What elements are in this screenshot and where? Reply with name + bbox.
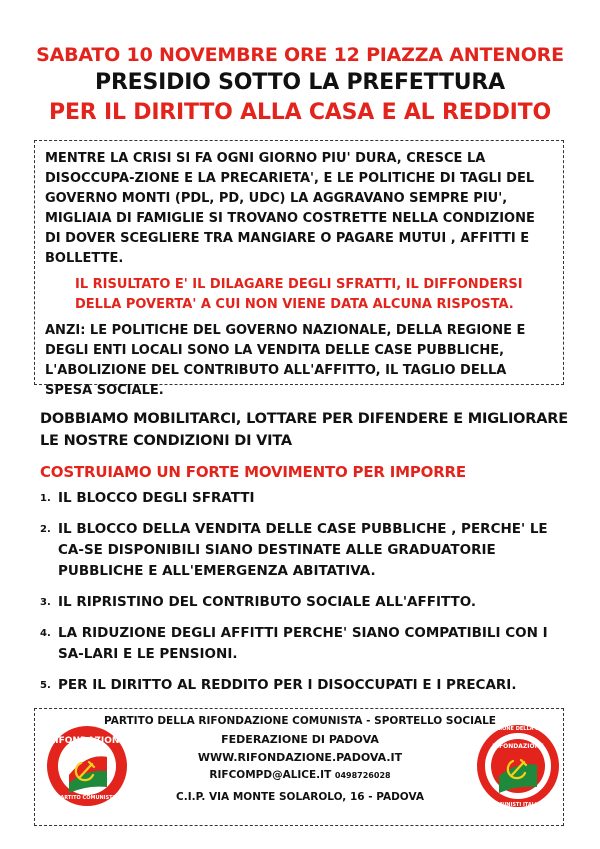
intro-box	[34, 140, 564, 398]
intro-paragraph-crisis: MENTRE LA CRISI SI FA OGNI GIORNO PIU' DURA, CRESCE LA DISOCCUPA-ZIONE E LA PRECARIETA', E LE POLITICHE DI TAGLI DEL GOVERNO MONTI (PDL, PD, UDC) LA AGGRAVANO SEMPRE PIU', MIGLIAIA DI FAMIGLIE SI TROVANO COSTRETTE NELLA CONDIZIONE DI DOVER SCEGLIERE TRA MANGIARE O PAGARE MUTUI , AFFITTI E BOLLETTE.	[45, 151, 535, 266]
contact-box	[34, 708, 564, 826]
website-link[interactable]: WWW.RIFONDAZIONE.PADOVA.IT	[197, 751, 403, 764]
intro-paragraph-result: IL RISULTATO E' IL DILAGARE DEGLI SFRATTI, IL DIFFONDERSI DELLA POVERTA' A CUI NON VIENE DATA ALCUNA RISPOSTA.	[75, 277, 523, 312]
federation-name: FEDERAZIONE DI PADOVA	[221, 733, 379, 746]
logo-bottom-text: PARTITO COMUNISTO	[57, 795, 117, 801]
address: C.I.P. VIA MONTE SOLAROLO, 16 - PADOVA	[176, 791, 424, 803]
logo-bottom-text: COMUNISTI ITALIANI	[489, 802, 547, 808]
list-item: 5. PER IL DIRITTO AL REDDITO PER I DISOCCUPATI E I PRECARI.	[40, 677, 517, 693]
event-subtitle: PER IL DIRITTO ALLA CASA E AL REDDITO	[49, 100, 551, 125]
list-item: 1. IL BLOCCO DEGLI SFRATTI	[40, 490, 255, 506]
logo-ring-text: FEDERAZIONE DELLA SINISTRA	[475, 726, 561, 732]
mobilize-heading: DOBBIAMO MOBILITARCI, LOTTARE PER DIFENDERE E MIGLIORARE LE NOSTRE CONDIZIONI DI VITA	[40, 411, 568, 449]
list-item: 3. IL RIPRISTINO DEL CONTRIBUTO SOCIALE ALL'AFFITTO.	[40, 594, 476, 610]
intro-paragraph-policies: ANZI: LE POLITICHE DEL GOVERNO NAZIONALE, DELLA REGIONE E DEGLI ENTI LOCALI SONO LA VENDITA DELLE CASE PUBBLICHE, L'ABOLIZIONE DEL CONTRIBUTO ALL'AFFITTO, IL TAGLIO DELLA SPESA SOCIALE.	[45, 323, 526, 398]
header	[0, 42, 600, 128]
email-link[interactable]: RIFCOMPD@ALICE.IT	[209, 769, 332, 781]
rifondazione-logo-left	[45, 723, 129, 809]
build-movement-heading: COSTRUIAMO UN FORTE MOVIMENTO PER IMPORRE	[40, 463, 466, 481]
list-item: 2. IL BLOCCO DELLA VENDITA DELLE CASE PUBBLICHE , PERCHE' LE CA-SE DISPONIBILI SIANO DESTINATE ALLE GRADUATORIE PUBBLICHE E ALL'EMERGENZA ABITATIVA.	[40, 521, 548, 579]
logo-side-text: SINISTRA EUROPEA	[62, 750, 112, 755]
logo-top-text: RIFONDAZIONE	[48, 736, 126, 746]
fds-logo-right	[475, 721, 561, 811]
phone-number: 0498726028	[334, 771, 391, 780]
event-date-place: SABATO 10 NOVEMBRE ORE 12 PIAZZA ANTENORE	[36, 44, 564, 66]
demands-list	[40, 488, 570, 706]
list-item: 4. LA RIDUZIONE DEGLI AFFITTI PERCHE' SIANO COMPATIBILI CON I SA-LARI E LE PENSIONI.	[40, 625, 548, 662]
logo-top-text: RIFONDAZIONE	[492, 743, 544, 750]
event-title: PRESIDIO SOTTO LA PREFETTURA	[95, 70, 505, 95]
organization-name: PARTITO DELLA RIFONDAZIONE COMUNISTA - SPORTELLO SOCIALE	[104, 715, 496, 727]
